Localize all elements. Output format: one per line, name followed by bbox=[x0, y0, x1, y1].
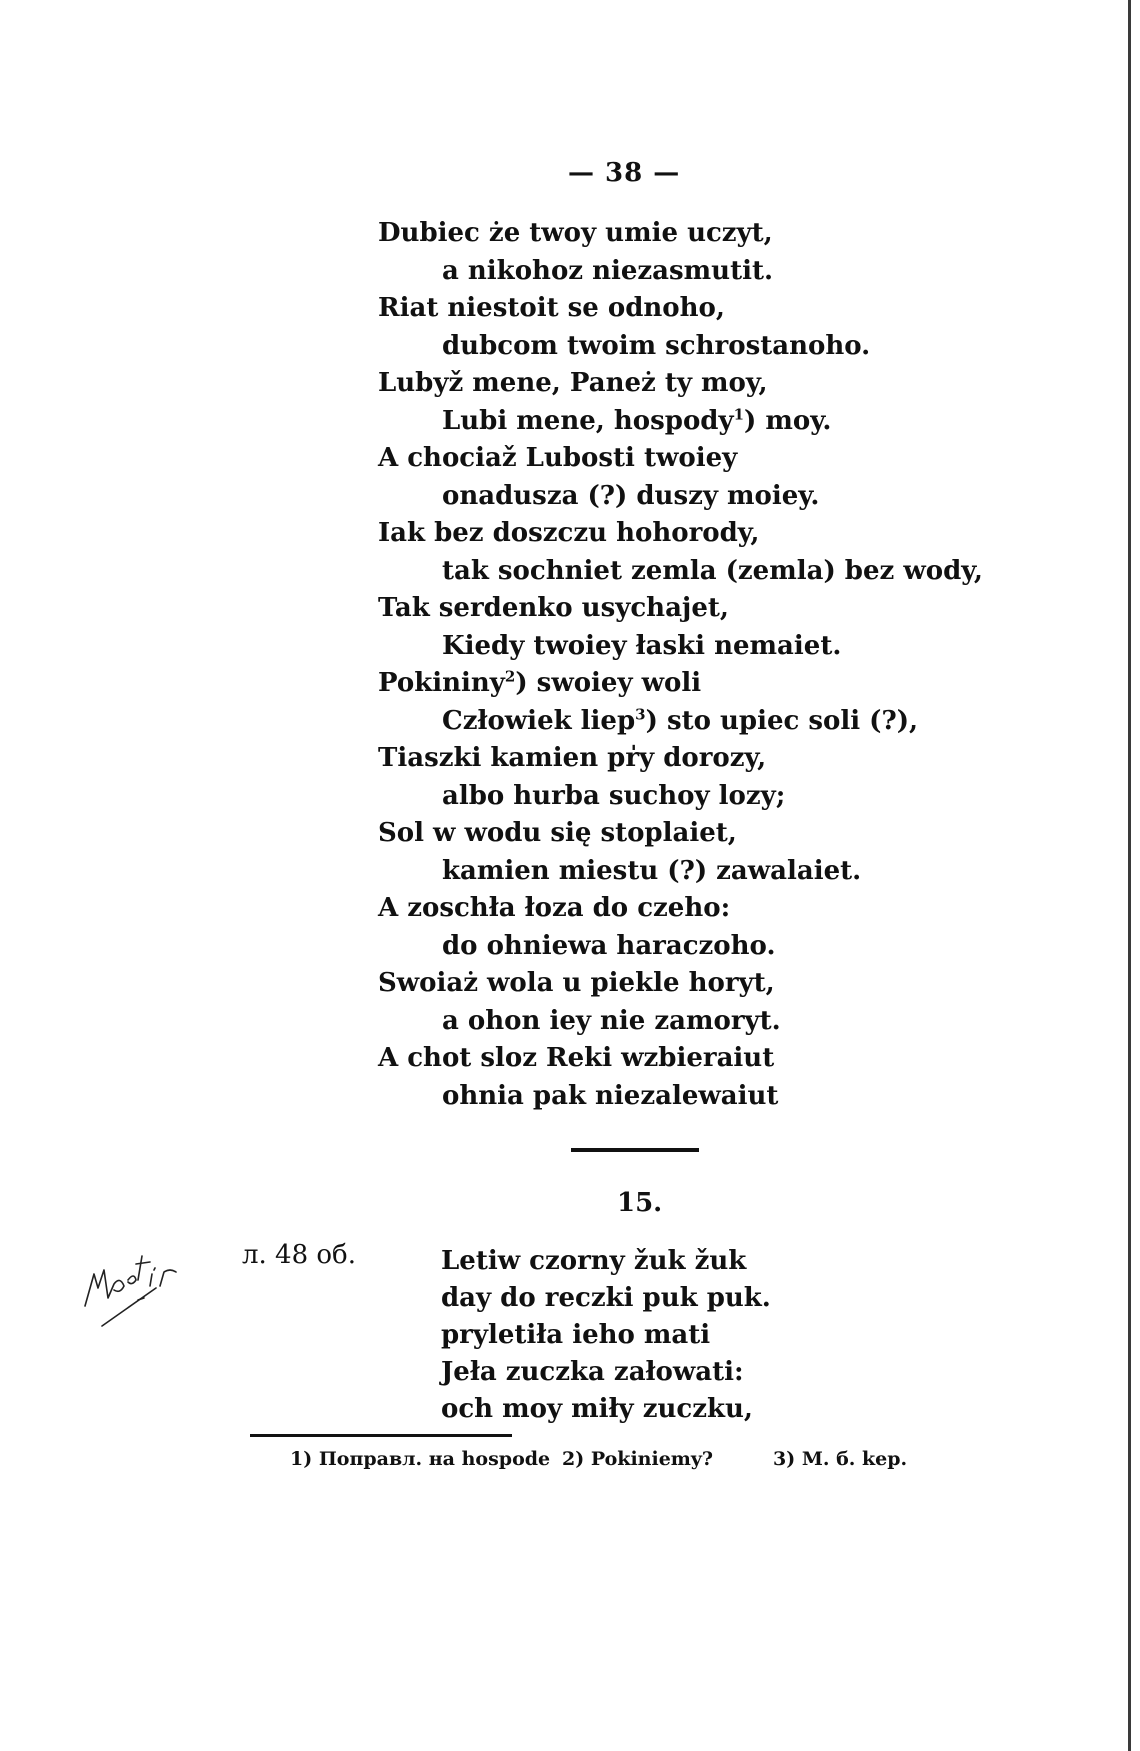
page-number: — 38 — bbox=[568, 158, 681, 188]
verse-line bbox=[378, 965, 938, 1003]
verse-line bbox=[378, 215, 938, 253]
footnote-3: 3) M. б. kep. bbox=[773, 1448, 908, 1470]
verse-line-text: Riat niestoit se odnoho, bbox=[378, 293, 725, 323]
footnote-rule bbox=[250, 1434, 512, 1437]
verse-line-text: Lubi mene, hospody bbox=[442, 405, 734, 436]
poem-number: 15. bbox=[617, 1188, 663, 1218]
verse-line-text: Pokininy bbox=[378, 668, 505, 698]
verse-line-text: A zoschła łoza do czeho: bbox=[378, 893, 731, 923]
poem-line: day do reczki puk puk. bbox=[441, 1283, 771, 1313]
verse-line bbox=[378, 515, 938, 553]
leaf-reference: л. 48 об. bbox=[242, 1240, 356, 1270]
verse-line bbox=[378, 815, 938, 853]
verse-line bbox=[378, 365, 938, 403]
verse-line bbox=[378, 553, 983, 591]
verse-line-text: ohnia pak niezalewaiut bbox=[442, 1080, 779, 1111]
footnote-marker: 1 bbox=[733, 404, 745, 423]
verse-line bbox=[378, 703, 938, 741]
verse-line bbox=[378, 740, 938, 778]
verse-line bbox=[378, 928, 938, 966]
verse-line bbox=[378, 665, 938, 703]
verse-line-text: Dubiec że twoy umie uczyt, bbox=[378, 218, 773, 248]
verse-line-text: A chot sloz Reki wzbieraiut bbox=[378, 1043, 775, 1073]
footnote-marker: 2 bbox=[504, 667, 516, 686]
poem-line: pryletiła ieho mati bbox=[441, 1320, 711, 1350]
verse-line-continuation: ) sto upiec soli (?), bbox=[645, 705, 919, 736]
verse-line bbox=[378, 403, 938, 441]
verse-line bbox=[378, 1078, 938, 1116]
verse-block bbox=[378, 215, 983, 1115]
section-divider bbox=[571, 1148, 699, 1152]
footnote-2: 2) Pokiniemy? bbox=[562, 1448, 714, 1470]
handwritten-annotation bbox=[80, 1228, 210, 1328]
verse-line-text: albo hurba suchoy lozy; bbox=[442, 780, 786, 811]
verse-line bbox=[378, 1040, 938, 1078]
verse-line bbox=[378, 590, 938, 628]
verse-line bbox=[378, 290, 938, 328]
poem-15-verse bbox=[441, 1243, 881, 1428]
verse-line-text: do ohniewa haraczoho. bbox=[442, 930, 776, 961]
verse-line-text: Swoiaż wola u piekle horyt, bbox=[378, 968, 775, 998]
verse-line-text: kamien miestu (?) zawalaiet. bbox=[442, 855, 862, 886]
footnote-1: 1) Поправл. на hospode bbox=[290, 1448, 551, 1470]
footnote-marker: 3 bbox=[635, 704, 646, 723]
verse-line bbox=[378, 328, 938, 366]
poem-line: Jeła zuczka załowati: bbox=[441, 1357, 744, 1387]
verse-line bbox=[378, 253, 938, 291]
verse-line-text: Iak bez doszczu hohorody, bbox=[378, 518, 760, 548]
verse-line-continuation: ) moy. bbox=[744, 405, 832, 436]
poem-line: och moy miły zuczku, bbox=[441, 1394, 753, 1424]
footnotes bbox=[290, 1448, 920, 1478]
page-edge-rule bbox=[1128, 0, 1131, 1751]
verse-line-continuation: ) swoiey woli bbox=[515, 668, 702, 698]
verse-line bbox=[378, 778, 938, 816]
verse-line-text: Tiaszki kamien pr̍y dorozy, bbox=[378, 743, 767, 773]
verse-line-text: dubcom twoim schrostanoho. bbox=[442, 330, 871, 361]
verse-line-text: Kiedy twoiey łaski nemaiet. bbox=[442, 630, 842, 661]
verse-line-text: Człowiek liep bbox=[442, 705, 636, 736]
verse-line-text: a ohon iey nie zamoryt. bbox=[442, 1005, 781, 1036]
verse-line bbox=[378, 478, 938, 516]
verse-line bbox=[378, 440, 938, 478]
verse-line bbox=[378, 628, 938, 666]
verse-line-text: onadusza (?) duszy moiey. bbox=[442, 480, 820, 511]
poem-line: Letiw czorny žuk žuk bbox=[441, 1246, 747, 1276]
verse-line-text: Lubyž mene, Paneż ty moy, bbox=[378, 368, 768, 398]
verse-line-text: tak sochniet zemla (zemla) bez wody, bbox=[442, 555, 983, 586]
verse-line bbox=[378, 853, 938, 891]
verse-line bbox=[378, 890, 938, 928]
verse-line-text: A chociaž Lubosti twoiey bbox=[378, 443, 738, 473]
verse-line-text: Tak serdenko usychajet, bbox=[378, 593, 729, 623]
verse-line-text: Sol w wodu się stoplaiet, bbox=[378, 818, 737, 848]
verse-line-text: a nikohoz niezasmutit. bbox=[442, 255, 774, 286]
verse-line bbox=[378, 1003, 938, 1041]
